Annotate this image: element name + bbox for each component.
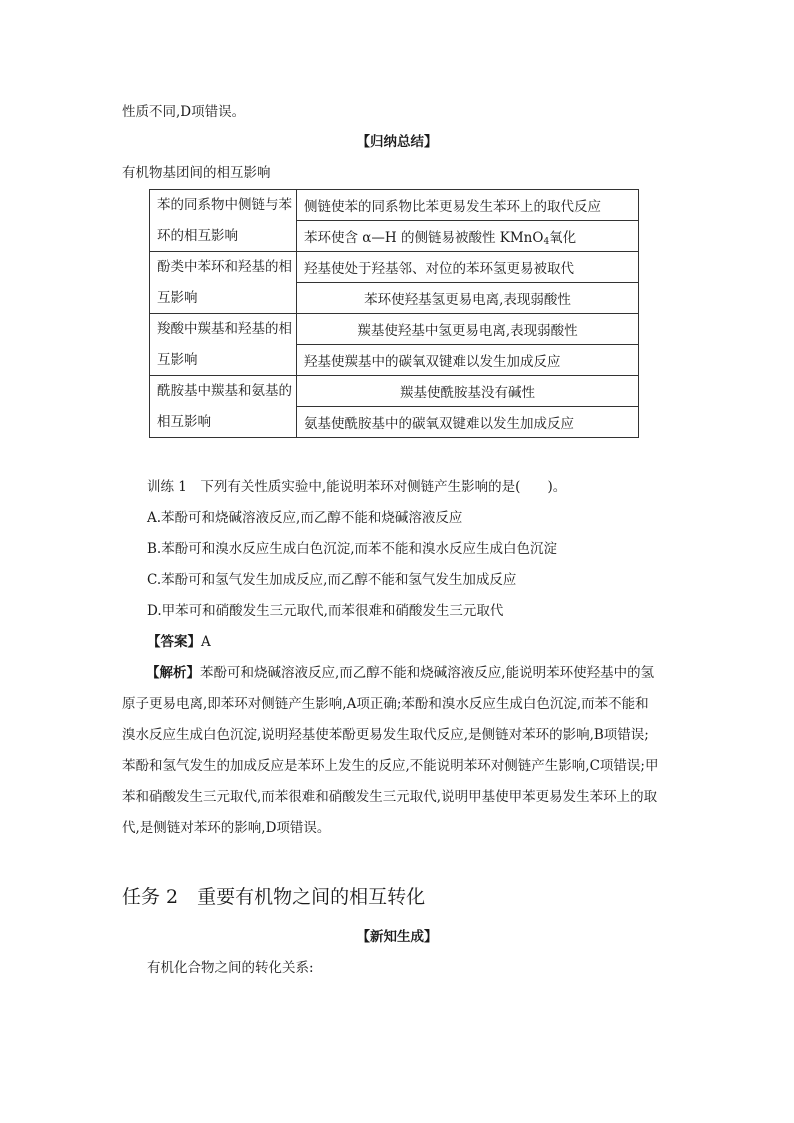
table-cell: 羰基使酰胺基没有碱性 — [297, 376, 639, 407]
option-b: B.苯酚可和溴水反应生成白色沉淀,而苯不能和溴水反应生成白色沉淀 — [147, 541, 558, 557]
exercise-question: 训练 1 下列有关性质实验中,能说明苯环对侧链产生影响的是( )。 — [147, 479, 567, 495]
task2-intro: 有机化合物之间的转化关系: — [147, 960, 314, 976]
table-row — [150, 190, 639, 221]
option-a: A.苯酚可和烧碱溶液反应,而乙醇不能和烧碱溶液反应 — [147, 510, 463, 526]
summary-heading: 【归纳总结】 — [356, 134, 438, 150]
table-row — [150, 252, 639, 283]
continued-text: 性质不同,D项错误。 — [122, 104, 246, 120]
analysis-label: 【解析】 — [146, 665, 200, 681]
table-row — [150, 376, 639, 407]
task2-subtitle: 【新知生成】 — [356, 929, 438, 945]
mutual-influence-table — [149, 189, 639, 438]
option-d: D.甲苯可和硝酸发生三元取代,而苯很难和硝酸发生三元取代 — [147, 603, 504, 619]
analysis-text: 苯酚可和烧碱溶液反应,而乙醇不能和烧碱溶液反应,能说明苯环使羟基中的氢原子更易电离,即苯环对侧链产生影响,A项正确;苯酚和溴水反应生成白色沉淀,而苯不能和溴水反应生成白色沉淀,说明羟基使苯酚更易发生取代反应,是侧链对苯环的影响,B项错误;苯酚和氢气发生的加成反应是苯环上发生的反应,不能说明苯环对侧链产生影响,C项错误;甲苯和硝酸发生三元取代,而苯很难和硝酸发生三元取代,说明甲基使甲苯更易发生苯环上的取代,是侧链对苯环的影响,D项错误。 — [122, 665, 659, 836]
table-cell: 氨基使酰胺基中的碳氧双键难以发生加成反应 — [297, 407, 639, 438]
table-cell: 苯环使含 α—H 的侧链易被酸性 KMnO$_4$氧化 — [297, 221, 639, 252]
table-cell: 羟基使羰基中的碳氧双键难以发生加成反应 — [297, 345, 639, 376]
summary-intro: 有机物基团间的相互影响 — [122, 165, 271, 181]
row-label: 酰胺基中羰基和氨基的 相互影响 — [150, 376, 297, 438]
answer-line — [147, 633, 211, 651]
option-c: C.苯酚可和氢气发生加成反应,而乙醇不能和氢气发生加成反应 — [147, 572, 517, 588]
row-label: 羧酸中羰基和羟基的相 互影响 — [150, 314, 297, 376]
table-row — [150, 314, 639, 345]
table-cell: 侧链使苯的同系物比苯更易发生苯环上的取代反应 — [297, 190, 639, 221]
table-cell: 羟基使处于羟基邻、对位的苯环氢更易被取代 — [297, 252, 639, 283]
analysis-paragraph — [122, 658, 662, 844]
answer-value: A — [201, 634, 211, 650]
table-cell: 羰基使羟基中氢更易电离,表现弱酸性 — [297, 314, 639, 345]
row-label: 苯的同系物中侧链与苯 环的相互影响 — [150, 190, 297, 252]
task2-title: 任务 2 重要有机物之间的相互转化 — [122, 886, 426, 908]
answer-label: 【答案】 — [147, 634, 201, 650]
table-cell: 苯环使羟基氢更易电离,表现弱酸性 — [297, 283, 639, 314]
row-label: 酚类中苯环和羟基的相 互影响 — [150, 252, 297, 314]
